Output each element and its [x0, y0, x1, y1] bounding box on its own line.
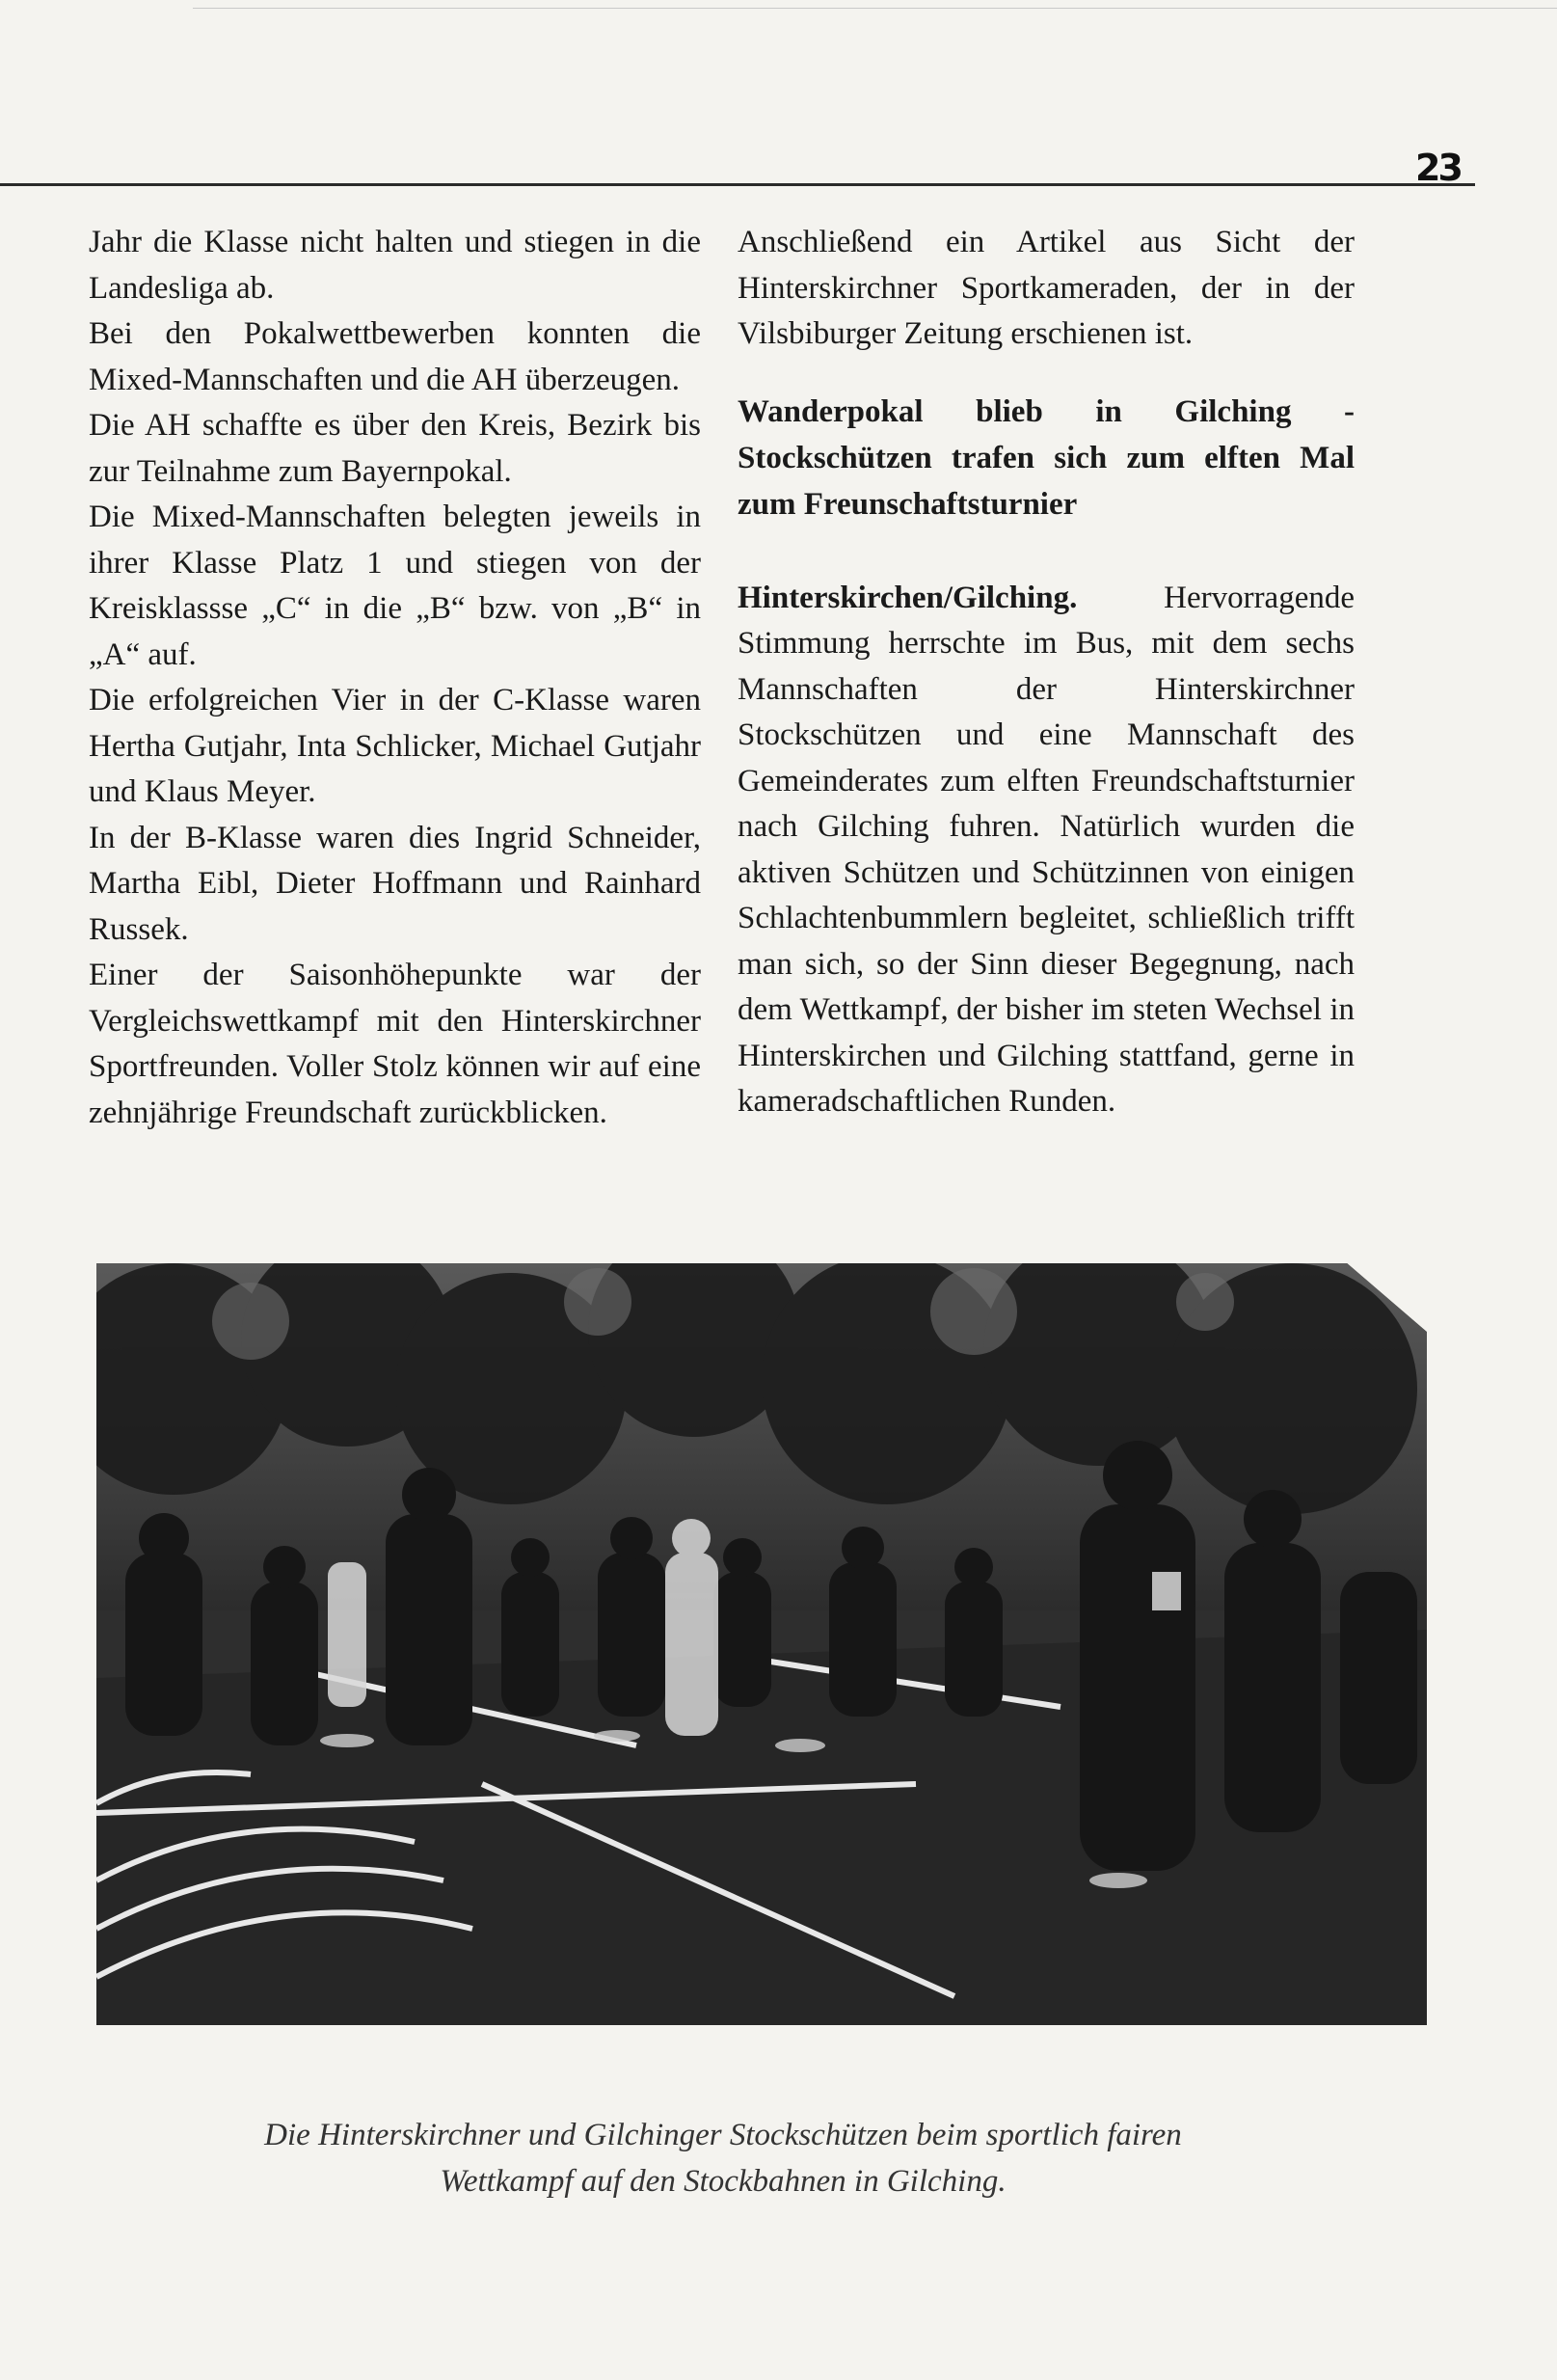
photo-caption [116, 2112, 1330, 2204]
caption-line-1: Die Hinterskirchner und Gilchinger Stockschützen beim sportlich fairen [264, 2118, 1182, 2152]
article-body [738, 576, 1355, 1125]
top-edge-line [193, 8, 1557, 9]
paragraph: Die erfolgreichen Vier in der C-Klasse waren Hertha Gutjahr, Inta Schlicker, Michael Gutjahr und Klaus Meyer. [89, 683, 701, 809]
paragraph: Bei den Pokalwettbewerben konnten die Mixed-Mannschaften und die AH überzeugen. [89, 316, 701, 397]
article-dateline: Hinterskirchen/Gilching. [738, 580, 1078, 615]
intro-paragraph: Anschließend ein Artikel aus Sicht der Hinterskirchner Sportkameraden, der in der Vilsbiburger Zeitung erschienen ist. [738, 225, 1355, 351]
photo-illustration [96, 1263, 1427, 2025]
event-photo [96, 1263, 1427, 2025]
paragraph: Einer der Saisonhöhepunkte war der Vergleichswettkampf mit den Hinterskirchner Sportfreunden. Voller Stolz können wir auf eine zehnjährige Freundschaft zurückblicken. [89, 958, 701, 1130]
left-column [89, 220, 701, 1136]
paragraph: Jahr die Klasse nicht halten und stiegen in die Landesliga ab. [89, 225, 701, 306]
right-column [738, 220, 1355, 1125]
paragraph: Die Mixed-Mannschaften belegten jeweils in ihrer Klasse Platz 1 und stiegen von der Kreisklassse „C“ in die „B“ bzw. von „B“ in „A“ auf. [89, 500, 701, 672]
article-headline: Wanderpokal blieb in Gilching - Stockschützen trafen sich zum elften Mal zum Freunschaftsturnier [738, 393, 1355, 522]
article-body-text: Hervorragende Stimmung herrschte im Bus, mit dem sechs Mannschaften der Hinterskirchner Stockschützen und eine Mannschaft des Gemeinderates zum elften Freundschaftsturnier nach Gilching fuhren. Natürlich wurden die aktiven Schützen und Schützinnen von einigen Schlachtenbummlern begleitet, schließlich trifft man sich, so der Sinn dieser Begegnung, nach dem Wettkampf, der bisher im steten Wechsel in Hinterskirchen und Gilching stattfand, gerne in kameradschaftlichen Runden. [738, 580, 1355, 1119]
page-number: 23 [1415, 147, 1461, 189]
caption-line-2: Wettkampf auf den Stockbahnen in Gilching. [440, 2164, 1007, 2199]
paragraph: Die AH schaffte es über den Kreis, Bezirk bis zur Teilnahme zum Bayernpokal. [89, 408, 701, 489]
header-rule [0, 183, 1475, 186]
paragraph: In der B-Klasse waren dies Ingrid Schneider, Martha Eibl, Dieter Hoffmann und Rainhard Russek. [89, 820, 701, 947]
